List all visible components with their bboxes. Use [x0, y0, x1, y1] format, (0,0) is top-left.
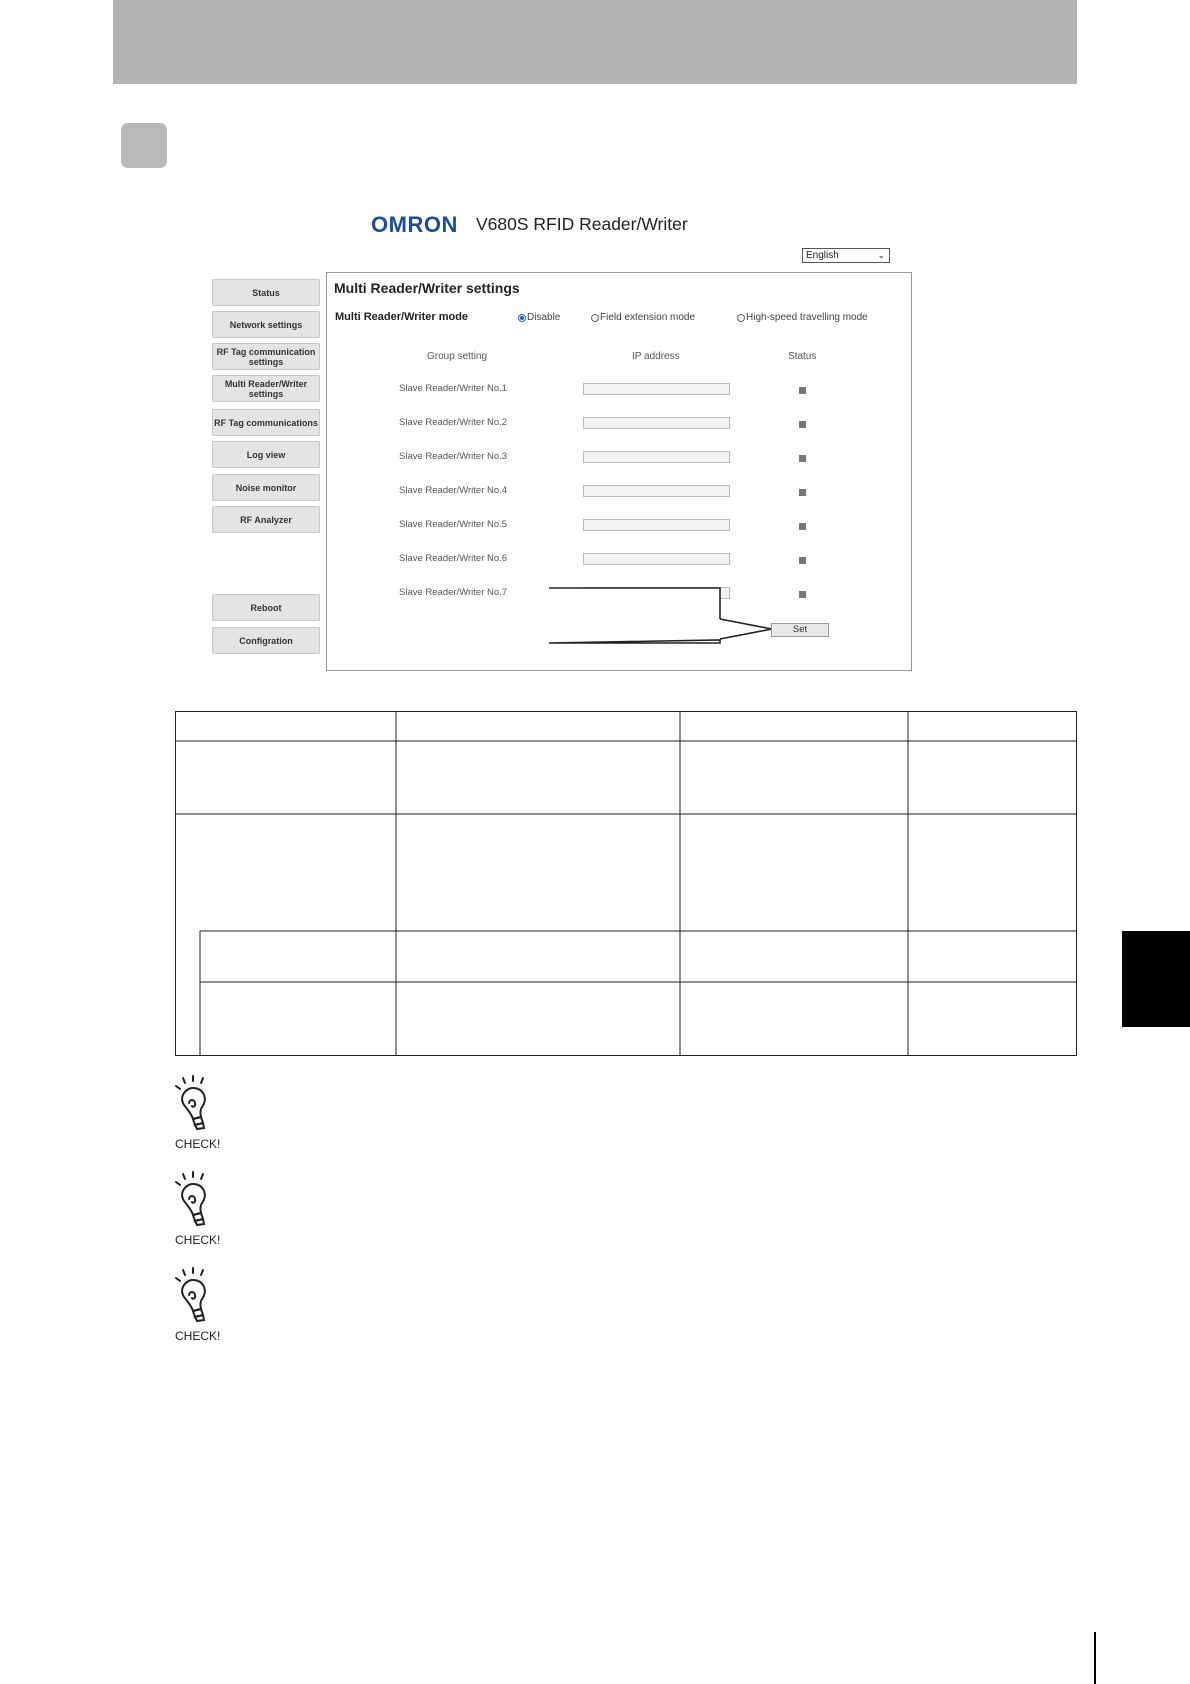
column-header-status: Status [788, 351, 817, 362]
panel-title: Multi Reader/Writer settings [334, 280, 520, 296]
check-note-2 [172, 1171, 228, 1247]
mode-radio-disable[interactable] [518, 312, 560, 323]
radio-unselected-icon [737, 314, 745, 322]
footer-rule [1094, 1632, 1096, 1684]
section-marker [121, 123, 167, 168]
nav-network-settings-button[interactable]: Network settings [212, 311, 320, 338]
mode-radio-label: Field extension mode [600, 312, 696, 323]
mode-radio-field-extension[interactable] [591, 312, 695, 323]
slave-label: Slave Reader/Writer No.7 [399, 587, 508, 598]
column-header-group: Group setting [427, 351, 488, 362]
settings-table [175, 711, 1077, 1056]
status-indicator [799, 455, 806, 462]
status-indicator [799, 557, 806, 564]
slave-ip-input[interactable] [583, 417, 730, 429]
nav-configration-button[interactable]: Configration [212, 627, 320, 654]
language-select[interactable] [802, 248, 890, 263]
nav-rf-tag-communication-settings-button[interactable]: RF Tag communication settings [212, 343, 320, 370]
slave-label: Slave Reader/Writer No.4 [399, 485, 508, 496]
column-header-ip: IP address [632, 351, 680, 362]
callout-pointer [718, 617, 774, 643]
set-button[interactable]: Set [771, 623, 829, 637]
check-note-1 [172, 1075, 228, 1151]
slave-label: Slave Reader/Writer No.6 [399, 553, 508, 564]
radio-unselected-icon [591, 314, 599, 322]
chevron-down-icon: ⌄ [877, 250, 885, 260]
nav-multi-reader-writer-settings-button[interactable]: Multi Reader/Writer settings [212, 375, 320, 402]
status-indicator [799, 591, 806, 598]
slave-ip-input[interactable] [583, 383, 730, 395]
slave-ip-input[interactable] [583, 451, 730, 463]
nav-reboot-button[interactable]: Reboot [212, 594, 320, 621]
callout-box [548, 587, 722, 644]
chapter-side-tab [1122, 931, 1190, 1027]
check-label: CHECK! [175, 1137, 221, 1151]
header-band [113, 0, 1077, 84]
radio-selected-icon [518, 314, 526, 322]
check-note-3 [172, 1267, 228, 1343]
slave-label: Slave Reader/Writer No.2 [399, 417, 508, 428]
status-indicator [799, 489, 806, 496]
slave-label: Slave Reader/Writer No.3 [399, 451, 508, 462]
check-label: CHECK! [175, 1233, 221, 1247]
slave-ip-input[interactable] [583, 519, 730, 531]
nav-log-view-button[interactable]: Log view [212, 441, 320, 468]
lightbulb-icon [172, 1171, 228, 1231]
mode-radio-high-speed-travelling[interactable] [737, 312, 868, 323]
slave-label: Slave Reader/Writer No.5 [399, 519, 508, 530]
nav-rf-tag-communications-button[interactable]: RF Tag communications [212, 409, 320, 436]
check-label: CHECK! [175, 1329, 221, 1343]
status-indicator [799, 387, 806, 394]
omron-logo: OMRON [371, 212, 458, 237]
lightbulb-icon [172, 1075, 228, 1135]
status-indicator [799, 421, 806, 428]
nav-rf-analyzer-button[interactable]: RF Analyzer [212, 506, 320, 533]
lightbulb-icon [172, 1267, 228, 1327]
status-indicator [799, 523, 806, 530]
mode-radio-label: Disable [527, 312, 561, 323]
mode-radio-label: High-speed travelling mode [746, 312, 868, 323]
nav-noise-monitor-button[interactable]: Noise monitor [212, 474, 320, 501]
language-value: English [806, 250, 839, 261]
slave-ip-input[interactable] [583, 485, 730, 497]
app-title: V680S RFID Reader/Writer [476, 214, 688, 234]
slave-ip-input[interactable] [583, 553, 730, 565]
mode-label: Multi Reader/Writer mode [335, 311, 469, 323]
nav-status-button[interactable]: Status [212, 279, 320, 306]
slave-label: Slave Reader/Writer No.1 [399, 383, 508, 394]
